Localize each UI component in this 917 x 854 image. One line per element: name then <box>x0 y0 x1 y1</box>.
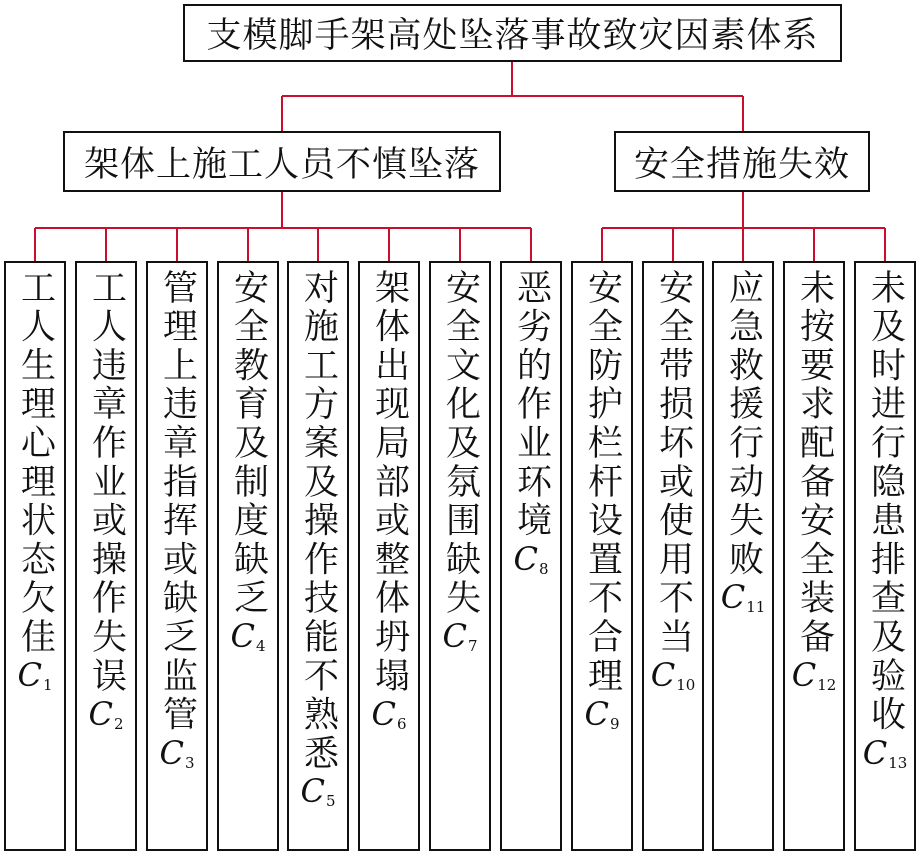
factor-code: $C_5$ <box>300 772 336 811</box>
factor-node-c3 <box>146 261 208 851</box>
factor-code: $C_3$ <box>159 733 195 772</box>
group-node-1 <box>63 131 501 192</box>
factor-node-c6 <box>358 261 420 851</box>
factor-code: $C_2$ <box>88 694 124 733</box>
factor-text: 安全带损坏或使用不当 <box>653 269 694 657</box>
factor-node-c12 <box>783 261 845 851</box>
factor-code: $C_7$ <box>442 617 478 656</box>
factor-node-c13 <box>854 261 916 851</box>
factor-code: $C_{13}$ <box>862 733 908 772</box>
factor-text: 安全防护栏杆设置不合理 <box>582 269 623 696</box>
factor-code: $C_{10}$ <box>650 656 696 694</box>
factor-text: 安全文化及氛围缺失 <box>440 269 481 619</box>
factor-text: 应急救援行动失败 <box>723 269 764 580</box>
factor-node-c9 <box>571 261 633 851</box>
factor-code: $C_1$ <box>17 656 53 694</box>
factor-node-c11 <box>712 261 774 851</box>
factor-node-c2 <box>75 261 137 851</box>
factor-node-c7 <box>429 261 491 851</box>
root-label: 支模脚手架高处坠落事故致灾因素体系 <box>206 16 819 56</box>
factor-node-c8 <box>500 261 562 851</box>
factor-code: $C_{12}$ <box>791 656 837 694</box>
factor-node-c1 <box>4 261 66 851</box>
factor-text: 未按要求配备安全装备 <box>794 269 835 657</box>
factor-code: $C_8$ <box>513 539 549 578</box>
factor-text: 工人生理心理状态欠佳 <box>15 269 56 657</box>
factor-text: 对施工方案及操作技能不熟悉 <box>298 269 339 774</box>
factor-code: $C_4$ <box>230 617 266 656</box>
factor-node-c5 <box>287 261 349 851</box>
factor-text: 安全教育及制度缺乏 <box>228 269 269 619</box>
factor-code: $C_9$ <box>584 694 620 733</box>
factor-text: 架体出现局部或整体坍塌 <box>369 269 410 696</box>
root-node <box>183 4 842 62</box>
group-node-2 <box>614 131 870 192</box>
factor-node-c4 <box>217 261 279 851</box>
factor-code: $C_6$ <box>371 694 407 733</box>
group-label: 安全措施失效 <box>633 144 850 185</box>
group-label: 架体上施工人员不慎坠落 <box>83 144 480 185</box>
factor-text: 管理上违章指挥或缺乏监管 <box>157 269 198 735</box>
factor-node-c10 <box>642 261 704 851</box>
factor-text: 恶劣的作业环境 <box>511 269 552 541</box>
factor-code: $C_{11}$ <box>720 578 766 617</box>
factor-text: 工人违章作业或操作失误 <box>86 269 127 696</box>
factor-text: 未及时进行隐患排查及验收 <box>865 269 906 735</box>
